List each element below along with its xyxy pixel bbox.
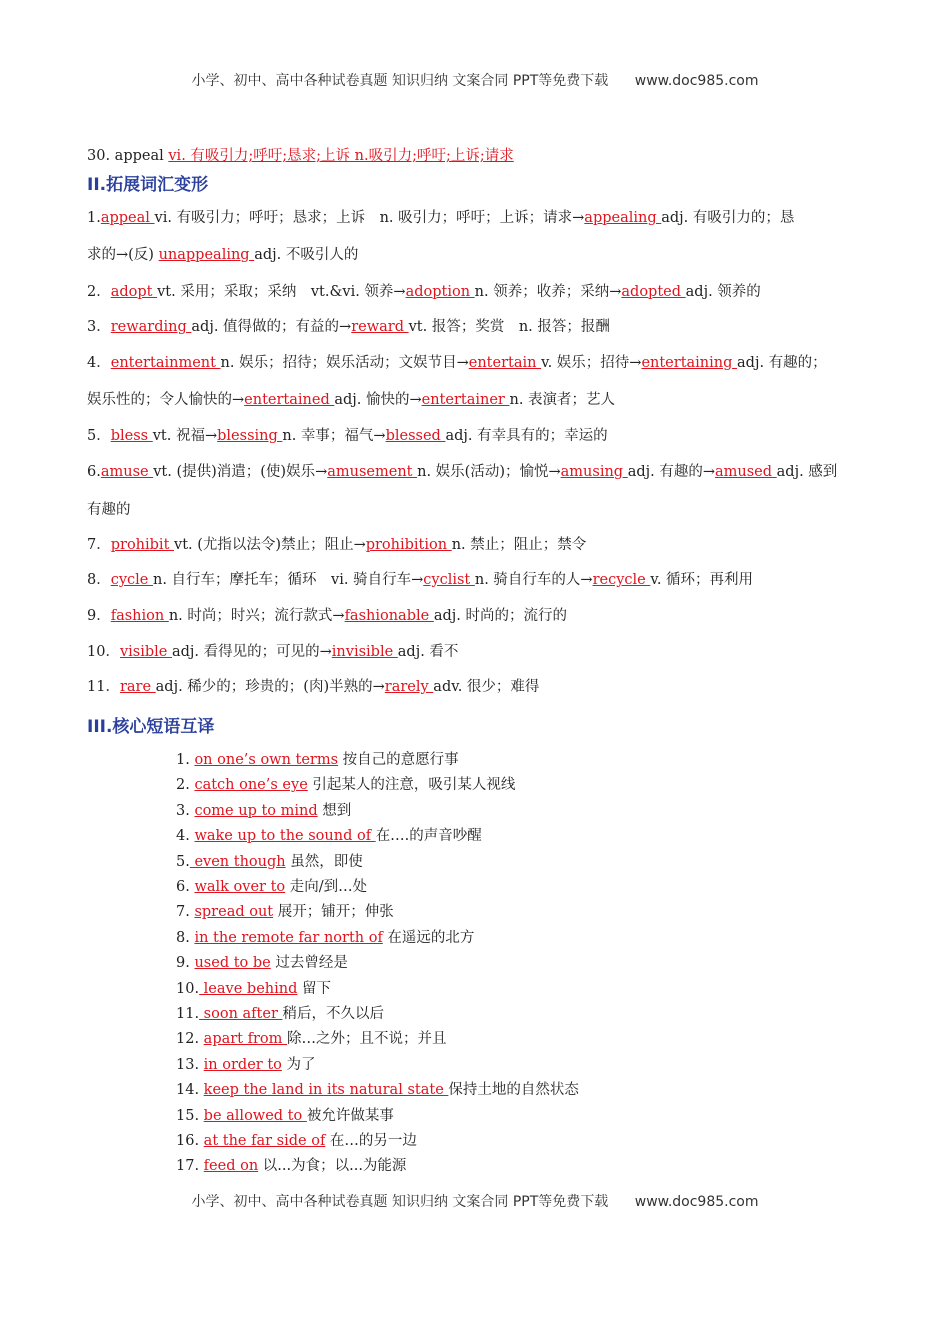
phrase-english: wake up to the sound of (194, 828, 376, 845)
vocab-text: 6. (87, 464, 101, 480)
footer-url[interactable]: www.doc985.com (634, 1194, 759, 1210)
answer-word: entertainer (421, 392, 510, 408)
vocab-text: vt. 采用；采取；采纳 vt.&vi. 领养→ (157, 284, 406, 300)
phrase-item (176, 877, 367, 897)
answer-word: bless (110, 428, 153, 444)
phrase-item (176, 826, 482, 846)
phrase-number: 7. (176, 904, 195, 921)
answer-word: blessed (385, 428, 446, 444)
vocab-text: 8． (87, 572, 111, 588)
phrase-number: 17. (176, 1158, 204, 1175)
answer-word: appeal (100, 210, 155, 226)
vocab-text: 1. (87, 210, 101, 226)
item-30-prefix: 30. appeal (87, 148, 169, 164)
answer-word: cycle (110, 572, 153, 588)
vocab-text: 9． (87, 608, 111, 624)
phrase-chinese: 留下 (297, 980, 331, 997)
phrase-number: 13. (176, 1056, 204, 1073)
answer-word: prohibition (365, 537, 452, 553)
footer-text: 小学、初中、高中各种试卷真题 知识归纳 文案合同 PPT等免费下载 (191, 1194, 609, 1210)
answer-word: prohibit (110, 537, 175, 553)
phrase-english: catch one’s eye (194, 777, 308, 794)
answer-word: adoption (405, 284, 475, 300)
answer-word: amuse (100, 464, 154, 480)
item-30 (87, 146, 514, 166)
answer-word: rarely (384, 679, 434, 695)
phrase-english: spread out (194, 904, 274, 921)
phrase-english: on one’s own terms (194, 752, 339, 768)
vocab-line (87, 606, 567, 626)
phrase-chinese: 保持土地的自然状态 (448, 1082, 579, 1099)
phrase-item (176, 902, 394, 922)
vocab-text: n. 幸事；福气→ (282, 428, 386, 444)
phrase-item (176, 1029, 447, 1049)
answer-word: rewarding (110, 319, 192, 335)
vocab-line (87, 500, 131, 520)
phrase-item (176, 953, 348, 973)
vocab-text: vi. 有吸引力；呼吁；恳求；上诉 n. 吸引力；呼吁；上诉；请求→ (154, 210, 585, 226)
vocab-text: adj. 稀少的；珍贵的；(肉)半熟的→ (155, 679, 385, 695)
phrase-chinese: 以...为食；以...为能源 (258, 1158, 407, 1175)
phrase-number: 3. (176, 802, 195, 819)
phrase-english: walk over to (194, 879, 286, 895)
phrase-chinese: 想到 (317, 802, 352, 819)
answer-word: recycle (592, 572, 651, 588)
answer-word: invisible (331, 644, 398, 660)
phrase-number: 5. (176, 853, 190, 870)
phrase-chinese: 引起某人的注意，吸引某人视线 (307, 777, 516, 794)
vocab-text: vt. 祝福→ (152, 428, 218, 444)
vocab-text: adj. 时尚的；流行的 (433, 608, 567, 624)
phrase-item (176, 852, 363, 872)
vocab-text: vt. (提供)消遣；(使)娱乐→ (153, 464, 328, 480)
vocab-text: adv. 很少；难得 (433, 679, 540, 695)
answer-word: entertained (244, 392, 335, 408)
phrase-number: 6. (176, 879, 195, 895)
phrase-chinese: 走向/到…处 (285, 879, 368, 895)
vocab-line (87, 535, 586, 555)
vocab-text: vt. 报答；奖赏 n. 报答；报酬 (408, 319, 610, 335)
phrase-number: 16. (176, 1133, 204, 1149)
answer-word: entertainment (110, 355, 221, 371)
vocab-text: 10． (87, 644, 120, 660)
vocab-text: n. 禁止；阻止；禁令 (451, 537, 587, 553)
phrase-number: 4. (176, 828, 195, 845)
vocab-text: 有趣的 (87, 502, 131, 518)
phrase-chinese: 在遥远的北方 (382, 929, 475, 946)
header-url[interactable]: www.doc985.com (634, 73, 759, 89)
vocab-text: n. 领养；收养；采纳→ (474, 284, 622, 300)
phrase-number: 8. (176, 929, 195, 946)
vocab-text: 7． (87, 537, 111, 553)
answer-word: amused (714, 464, 777, 480)
phrase-number: 2. (176, 777, 195, 794)
phrase-english: be allowed to (203, 1107, 307, 1124)
phrase-chinese: 按自己的意愿行事 (338, 752, 459, 768)
answer-word: adopt (110, 284, 158, 300)
phrase-item (176, 928, 474, 948)
phrase-chinese: 除…之外；且不说；并且 (287, 1031, 447, 1048)
answer-word: fashionable (344, 608, 434, 624)
vocab-text: n. 时尚；时兴；流行款式→ (168, 608, 345, 624)
vocab-line (87, 208, 794, 228)
phrase-item (176, 1080, 579, 1100)
phrase-item (176, 801, 351, 821)
phrase-number: 12. (176, 1031, 204, 1048)
answer-word: amusing (560, 464, 628, 480)
answer-word: blessing (217, 428, 283, 444)
vocab-text: vt. (尤指以法令)禁止；阻止→ (174, 537, 366, 553)
phrase-chinese: 虽然，即使 (285, 853, 363, 870)
phrase-number: 10. (176, 980, 200, 997)
vocab-line (87, 426, 608, 446)
answer-word: amusement (327, 464, 418, 480)
vocab-text: 娱乐性的；令人愉快的→ (87, 392, 245, 408)
vocab-text: adj. 领养的 (685, 284, 761, 300)
vocab-text: n. 娱乐(活动)；愉悦→ (417, 464, 561, 480)
vocab-line (87, 570, 753, 590)
vocab-line (87, 317, 610, 337)
answer-word: visible (119, 644, 172, 660)
phrase-item (176, 1156, 406, 1176)
phrase-english: used to be (194, 955, 271, 972)
vocab-text: 2． (87, 284, 111, 300)
answer-word: unappealing (158, 247, 255, 263)
phrase-chinese: 稍后，不久以后 (282, 1006, 384, 1022)
phrase-chinese: 为了 (281, 1056, 316, 1073)
phrase-english: in order to (203, 1056, 282, 1073)
vocab-line (87, 353, 827, 373)
vocab-text: 求的→(反) (87, 247, 159, 263)
phrase-item (176, 979, 331, 999)
answer-word: cyclist (423, 572, 475, 588)
vocab-text: n. 自行车；摩托车；循环 vi. 骑自行车→ (153, 572, 424, 588)
section-title-phrases: III.核心短语互译 (87, 717, 215, 737)
vocab-text: adj. 感到 (776, 464, 838, 480)
vocab-text: v. 循环；再利用 (650, 572, 754, 588)
phrase-item (176, 750, 459, 770)
vocab-text: n. 表演者；艺人 (509, 392, 616, 408)
phrase-chinese: 在….的声音吵醒 (375, 828, 482, 845)
phrase-item (176, 1055, 316, 1075)
vocab-text: adj. 有趣的→ (627, 464, 715, 480)
phrase-chinese: 在…的另一边 (325, 1133, 417, 1149)
vocab-line (87, 642, 458, 662)
header-text: 小学、初中、高中各种试卷真题 知识归纳 文案合同 PPT等免费下载 (191, 73, 609, 89)
phrase-number: 9. (176, 955, 195, 972)
page-header (0, 70, 950, 90)
phrase-english: soon after (199, 1006, 283, 1022)
phrase-english: come up to mind (194, 802, 318, 819)
phrase-english: apart from (203, 1031, 287, 1048)
vocab-text: adj. 愉快的→ (334, 392, 422, 408)
vocab-text: 5． (87, 428, 111, 444)
phrase-chinese: 被允许做某事 (306, 1107, 394, 1124)
vocab-text: 11． (87, 679, 120, 695)
vocab-text: adj. 值得做的；有益的→ (191, 319, 352, 335)
vocab-text: adj. 有幸具有的；幸运的 (445, 428, 608, 444)
vocab-text: n. 骑自行车的人→ (474, 572, 593, 588)
phrase-english: in the remote far north of (194, 929, 383, 946)
phrase-number: 15. (176, 1107, 204, 1124)
answer-word: reward (351, 319, 409, 335)
vocab-line (87, 282, 761, 302)
phrase-english: even though (189, 853, 286, 870)
vocab-text: v. 娱乐；招待→ (541, 355, 642, 371)
answer-word: rare (119, 679, 156, 695)
phrase-english: feed on (203, 1158, 259, 1175)
phrase-number: 14. (176, 1082, 204, 1099)
section-title-vocab: II.拓展词汇变形 (87, 175, 209, 195)
phrase-english: at the far side of (203, 1133, 326, 1149)
vocab-text: adj. 有趣的； (737, 355, 827, 371)
phrase-item (176, 1004, 384, 1024)
vocab-text: 3． (87, 319, 111, 335)
vocab-line (87, 677, 539, 697)
vocab-text: adj. 有吸引力的；恳 (661, 210, 795, 226)
phrase-item (176, 1131, 417, 1151)
vocab-text: n. 娱乐；招待；娱乐活动；文娱节目→ (220, 355, 469, 371)
answer-word: entertaining (641, 355, 738, 371)
phrase-item (176, 1106, 394, 1126)
vocab-line (87, 245, 358, 265)
vocab-text: adj. 看得见的；可见的→ (171, 644, 332, 660)
vocab-text: adj. 看不 (397, 644, 459, 660)
phrase-chinese: 过去曾经是 (270, 955, 348, 972)
answer-word: adopted (621, 284, 686, 300)
phrase-item (176, 775, 515, 795)
vocab-line (87, 390, 615, 410)
answer-word: fashion (110, 608, 169, 624)
vocab-line (87, 462, 837, 482)
phrase-number: 1. (176, 752, 195, 768)
item-30-answer: vi. 有吸引力;呼吁;恳求;上诉 n.吸引力;呼吁;上诉;请求 (168, 148, 514, 164)
answer-word: appealing (584, 210, 662, 226)
page-footer (0, 1191, 950, 1211)
vocab-text: 4． (87, 355, 111, 371)
phrase-number: 11. (176, 1006, 200, 1022)
vocab-text: adj. 不吸引人的 (254, 247, 359, 263)
phrase-chinese: 展开；铺开；伸张 (273, 904, 394, 921)
phrase-english: keep the land in its natural state (203, 1082, 449, 1099)
answer-word: entertain (468, 355, 542, 371)
phrase-english: leave behind (199, 980, 298, 997)
